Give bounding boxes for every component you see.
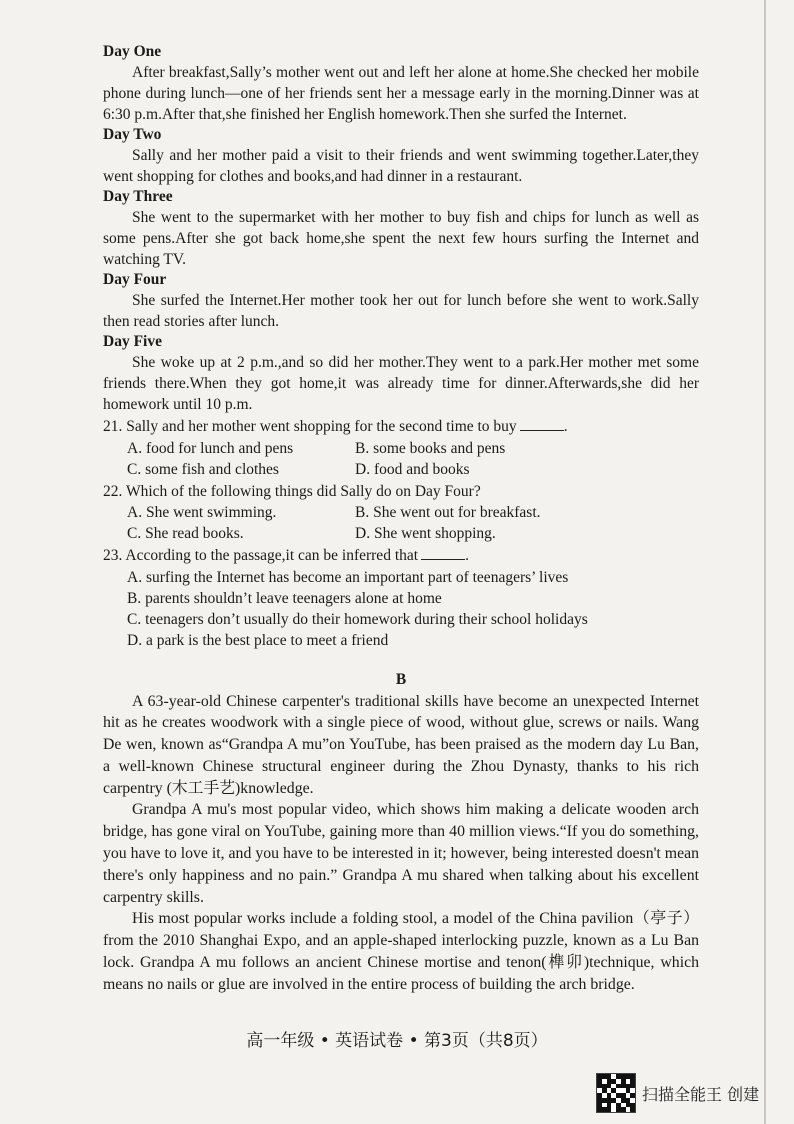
day-four-block [103, 270, 699, 332]
question-stem: 21. Sally and her mother went shopping for the second time to buy . [103, 418, 568, 435]
option-c: C. She read books. [127, 525, 244, 542]
day-text: Sally and her mother paid a visit to their friends and went swimming together.Later,they went shopping for clothes and books,and had dinner in a restaurant. [103, 147, 699, 185]
options [103, 567, 699, 651]
option-c: C. some fish and clothes [127, 460, 279, 478]
question-22 [103, 481, 699, 545]
day-heading: Day Three [103, 188, 173, 205]
day-heading: Day Four [103, 271, 167, 288]
option-a: A. surfing the Internet has become an important part of teenagers’ lives [127, 568, 569, 586]
option-d: D. She went shopping. [355, 525, 496, 542]
answer-blank [520, 418, 564, 431]
answer-blank [421, 547, 465, 560]
option-d: D. a park is the best place to meet a friend [127, 631, 389, 649]
section-title: B [395, 670, 407, 688]
question-stem: 23. According to the passage,it can be inferred that . [103, 547, 469, 564]
day-text: She woke up at 2 p.m.,and so did her mother.They went to a park.Her mother met some friends there.When they got home,it was already time for dinner.Afterwards,she did her homework until 10 p.m. [103, 354, 699, 413]
passage-paragraph: Grandpa A mu's most popular video, which shows him making a delicate wooden arch bridge, has gone viral on YouTube, gaining more than 40 million views.“If you do something, you have to love it, and you have to be interested in it; however, being interested doesn't mean there's only happiness and no pain.” Grandpa A mu shared when talking about his excellent carpentry skills. [103, 801, 699, 906]
option-a: A. food for lunch and pens [127, 439, 294, 457]
options [103, 502, 699, 544]
options [103, 438, 699, 480]
option-c: C. teenagers don’t usually do their homework during their school holidays [127, 610, 588, 628]
day-three-block [103, 187, 699, 270]
option-b: B. She went out for breakfast. [355, 504, 541, 521]
day-one-block [103, 42, 699, 125]
question-21 [103, 416, 699, 480]
scanner-watermark [596, 1073, 759, 1113]
question-stem: 22. Which of the following things did Sally do on Day Four? [103, 482, 481, 500]
day-text: She went to the supermarket with her mother to buy fish and chips for lunch as well as some pens.After she got back home,she spent the next few hours surfing the Internet and watching TV. [103, 209, 699, 268]
day-text: After breakfast,Sally’s mother went out and left her alone at home.She checked her mobile phone during lunch—one of her friends sent her a message early in the morning.Dinner was at 6:30 p.m.After that,she finished her English homework.Then she surfed the Internet. [103, 64, 699, 123]
option-d: D. food and books [355, 460, 470, 478]
option-b: B. some books and pens [355, 439, 506, 457]
scan-edge [764, 0, 766, 1124]
day-two-block [103, 125, 699, 187]
day-heading: Day One [103, 43, 162, 60]
watermark-text: 扫描全能王 创建 [642, 1084, 760, 1104]
day-five-block [103, 332, 699, 415]
passage-paragraph: A 63-year-old Chinese carpenter's traditional skills have become an unexpected Internet hit as he creates woodwork with a single piece of wood, without glue, screws or nails. Wang De wen, known as“Grandpa A mu”on YouTube, has been praised as the modern day Lu Ban, a well-known Chinese structural engineer during the Zhou Dynasty, thanks to his rich carpentry (木工手艺)knowledge. [103, 692, 699, 797]
question-23 [103, 545, 699, 651]
day-text: She surfed the Internet.Her mother took her out for lunch before she went to work.Sally then read stories after lunch. [103, 292, 699, 330]
option-a: A. She went swimming. [127, 504, 277, 521]
page-footer: 高一年级 • 英语试卷 • 第3页（共8页） [246, 1031, 548, 1051]
passage-content [103, 42, 699, 996]
day-heading: Day Two [103, 126, 162, 143]
qr-code-icon [596, 1073, 636, 1113]
option-b: B. parents shouldn’t leave teenagers alone at home [127, 589, 442, 607]
passage-paragraph: His most popular works include a folding stool, a model of the China pavilion（亭子）from the 2010 Shanghai Expo, and an apple-shaped interlocking puzzle, known as a Lu Ban lock. Grandpa A mu follows an ancient Chinese mortise and tenon(榫卯)technique, which means no nails or glue are involved in the entire process of building the arch bridge. [103, 910, 699, 993]
day-heading: Day Five [103, 333, 162, 350]
